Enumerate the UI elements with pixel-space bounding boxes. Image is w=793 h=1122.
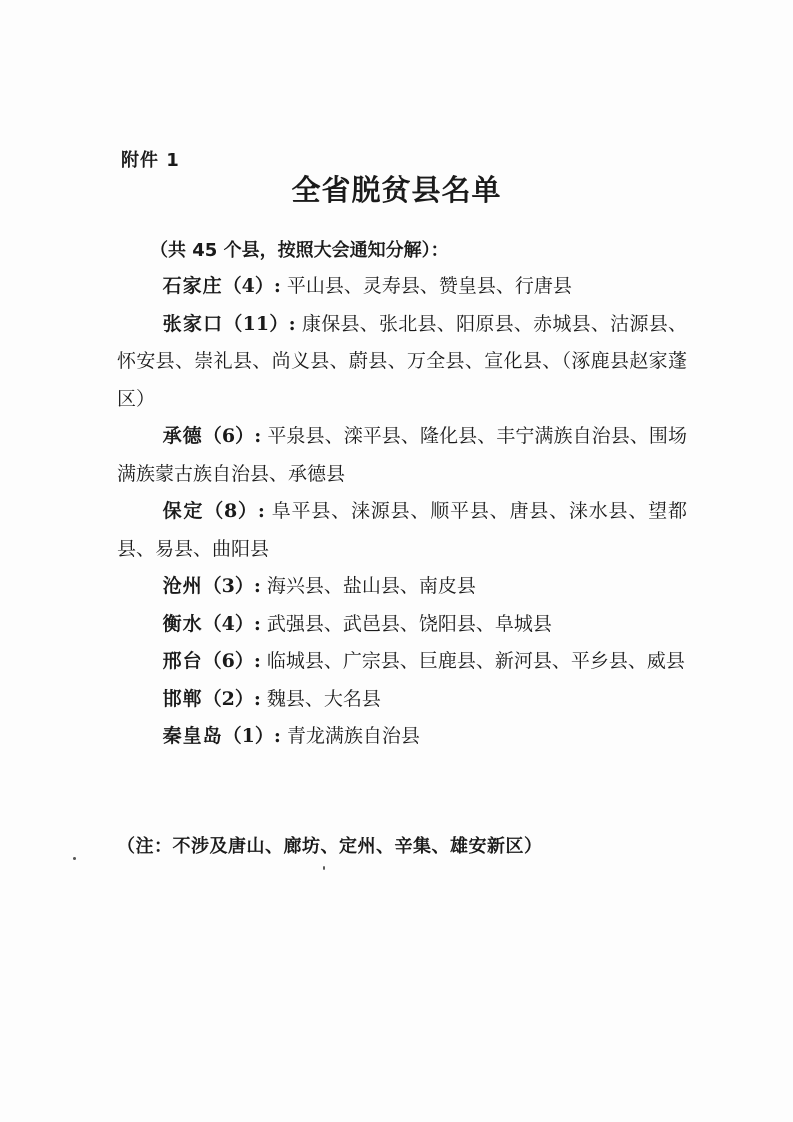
attachment-label: 附件 1	[121, 150, 180, 171]
footnote: （注：不涉及唐山、廊坊、定州、辛集、雄安新区）	[117, 836, 543, 857]
county-names: 海兴县、盐山县、南皮县	[266, 575, 476, 597]
intro-text: （共 45 个县，按照大会通知分解）：	[150, 240, 449, 261]
county-names: 临城县、广宗县、巨鹿县、新河县、平乡县、威县	[266, 650, 685, 672]
scan-speck	[73, 857, 76, 860]
county-count: （4）:	[222, 275, 281, 297]
scan-speck	[323, 866, 325, 870]
county-count: （11）:	[223, 312, 296, 335]
list-item	[117, 718, 687, 756]
county-names: 青龙满族自治县	[286, 725, 420, 747]
county-count: （3）:	[202, 575, 261, 597]
county-count: （2）:	[202, 687, 261, 710]
list-item	[117, 418, 687, 493]
list-item	[117, 606, 687, 644]
city-name: 保定	[162, 500, 205, 522]
county-names: 武强县、武邑县、饶阳县、阜城县	[266, 612, 552, 635]
city-name: 秦皇岛	[162, 725, 223, 747]
county-count: （6）:	[202, 425, 262, 447]
county-names: 阜平县、涞源县、顺平县、唐县、涞水县、望都县、易县、曲阳县	[117, 500, 687, 560]
county-count: （8）:	[204, 500, 265, 522]
list-item	[117, 568, 687, 606]
city-name: 张家口	[162, 312, 224, 335]
city-name: 承德	[162, 425, 203, 447]
county-count: （6）:	[202, 650, 261, 672]
city-name: 邢台	[162, 650, 203, 672]
document-title: 全省脱贫县名单	[291, 173, 502, 207]
county-count: （1）:	[222, 725, 281, 747]
list-item	[117, 268, 687, 306]
list-item	[117, 493, 687, 568]
city-name: 石家庄	[162, 275, 223, 297]
city-name: 沧州	[162, 575, 203, 597]
county-names: 魏县、大名县	[266, 687, 381, 710]
city-name: 衡水	[162, 612, 203, 635]
list-item	[117, 306, 687, 419]
county-names: 平山县、灵寿县、赞皇县、行唐县	[286, 275, 572, 297]
city-name: 邯郸	[162, 687, 203, 710]
list-item	[117, 643, 687, 681]
list-item	[117, 681, 687, 719]
county-list	[117, 268, 687, 756]
county-names: 平泉县、滦平县、隆化县、丰宁满族自治县、围场满族蒙古族自治县、承德县	[117, 425, 687, 485]
county-count: （4）:	[202, 612, 261, 635]
county-names: 康保县、张北县、阳原县、赤城县、沽源县、怀安县、崇礼县、尚义县、蔚县、万全县、宣化县、（涿鹿县赵家蓬区）	[117, 312, 687, 410]
